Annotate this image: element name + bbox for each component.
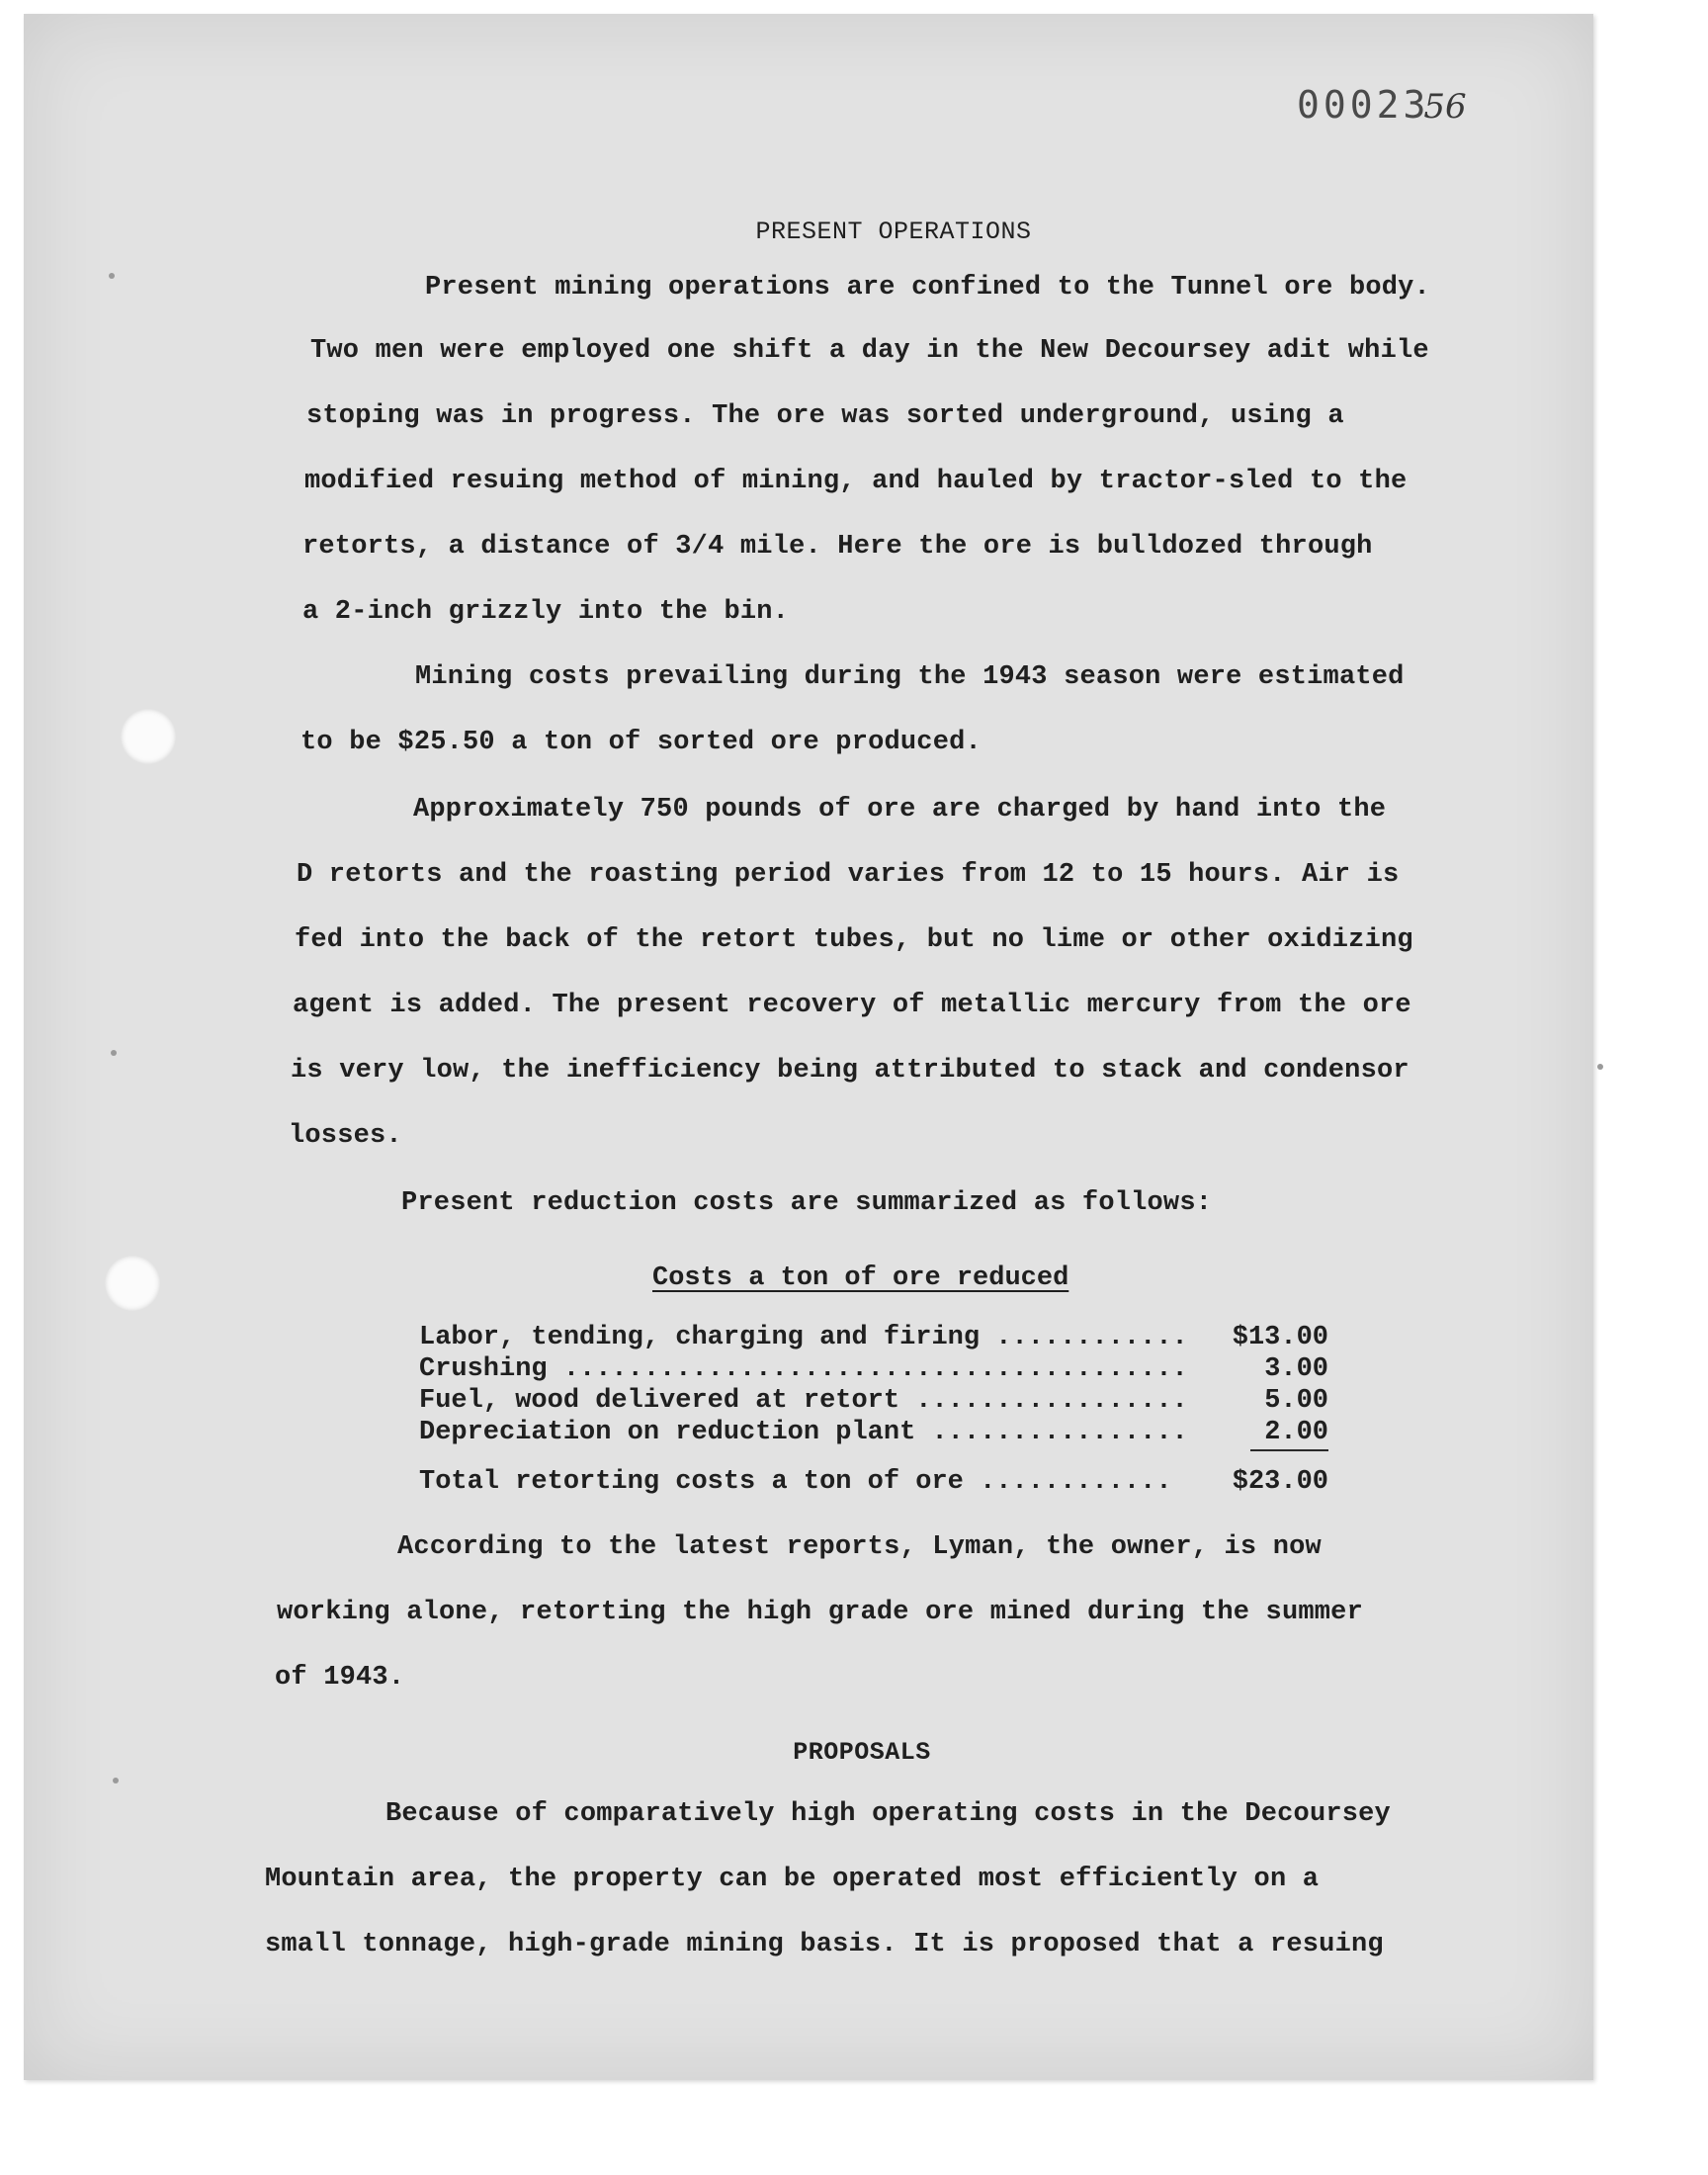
document-number: [1297, 83, 1467, 127]
para3-line-2: D retorts and the roasting period varies from 12 to 15 hours. Air is: [297, 860, 1400, 890]
total-label: Total retorting costs a ton of ore ............: [419, 1467, 1172, 1497]
costs-subheading: Costs a ton of ore reduced: [652, 1263, 1069, 1293]
cost-amount: 2.00: [1250, 1418, 1328, 1451]
cost-label: Fuel, wood delivered at retort .................: [419, 1386, 1188, 1416]
cost-row-total: [419, 1467, 1328, 1501]
scan-speck: [111, 1050, 117, 1056]
para3-line-1: Approximately 750 pounds of ore are charged by hand into the: [413, 795, 1387, 825]
scan-speck: [113, 1778, 119, 1784]
para3-line-4: agent is added. The present recovery of metallic mercury from the ore: [293, 991, 1411, 1020]
cost-amount: 3.00: [1264, 1354, 1328, 1384]
heading-proposals: PROPOSALS: [793, 1738, 931, 1767]
para6-line-2: Mountain area, the property can be operated most efficiently on a: [265, 1865, 1320, 1894]
scan-speck: [109, 273, 115, 279]
cost-row-fuel: [419, 1386, 1328, 1420]
scan-speck: [1597, 1064, 1603, 1070]
punch-hole-bottom: [105, 1256, 160, 1311]
cost-label: Crushing .......................................: [419, 1354, 1188, 1384]
document-number-handwritten: 56: [1423, 87, 1467, 127]
para2-line-2: to be $25.50 a ton of sorted ore produced.: [300, 728, 982, 757]
cost-row-crushing: [419, 1354, 1328, 1388]
heading-present-operations: PRESENT OPERATIONS: [755, 218, 1032, 246]
para5-line-3: of 1943.: [275, 1663, 405, 1693]
total-amount: $23.00: [1232, 1467, 1328, 1497]
cost-label: Depreciation on reduction plant ................: [419, 1418, 1188, 1447]
cost-row-labor: [419, 1323, 1328, 1356]
para3-line-6: losses.: [289, 1121, 402, 1151]
cost-amount: 5.00: [1264, 1386, 1328, 1416]
para5-line-1: According to the latest reports, Lyman, the owner, is now: [397, 1532, 1322, 1562]
para1-line-2: Two men were employed one shift a day in the New Decoursey adit while: [310, 336, 1429, 366]
para1-line-3: stoping was in progress. The ore was sorted underground, using a: [306, 401, 1344, 431]
para3-line-3: fed into the back of the retort tubes, but no lime or other oxidizing: [295, 925, 1413, 955]
para1-line-4: modified resuing method of mining, and hauled by tractor-sled to the: [304, 467, 1408, 496]
para1-line-6: a 2-inch grizzly into the bin.: [302, 597, 790, 627]
para5-line-2: working alone, retorting the high grade ore mined during the summer: [277, 1598, 1363, 1627]
para3-line-5: is very low, the inefficiency being attributed to stack and condensor: [291, 1056, 1409, 1086]
para6-line-3: small tonnage, high-grade mining basis. It is proposed that a resuing: [265, 1930, 1384, 1959]
document-sheet: [24, 14, 1593, 2080]
cost-row-depreciation: [419, 1418, 1328, 1451]
document-number-typed: 00023: [1297, 83, 1430, 127]
punch-hole-top: [121, 709, 176, 764]
para6-line-1: Because of comparatively high operating costs in the Decoursey: [385, 1799, 1391, 1829]
para1-line-1: Present mining operations are confined to the Tunnel ore body.: [425, 273, 1430, 303]
para1-line-5: retorts, a distance of 3/4 mile. Here the ore is bulldozed through: [302, 532, 1373, 562]
para2-line-1: Mining costs prevailing during the 1943 season were estimated: [415, 662, 1405, 692]
para4-line-1: Present reduction costs are summarized as follows:: [401, 1188, 1213, 1218]
cost-amount: $13.00: [1232, 1323, 1328, 1352]
cost-label: Labor, tending, charging and firing ............: [419, 1323, 1188, 1352]
